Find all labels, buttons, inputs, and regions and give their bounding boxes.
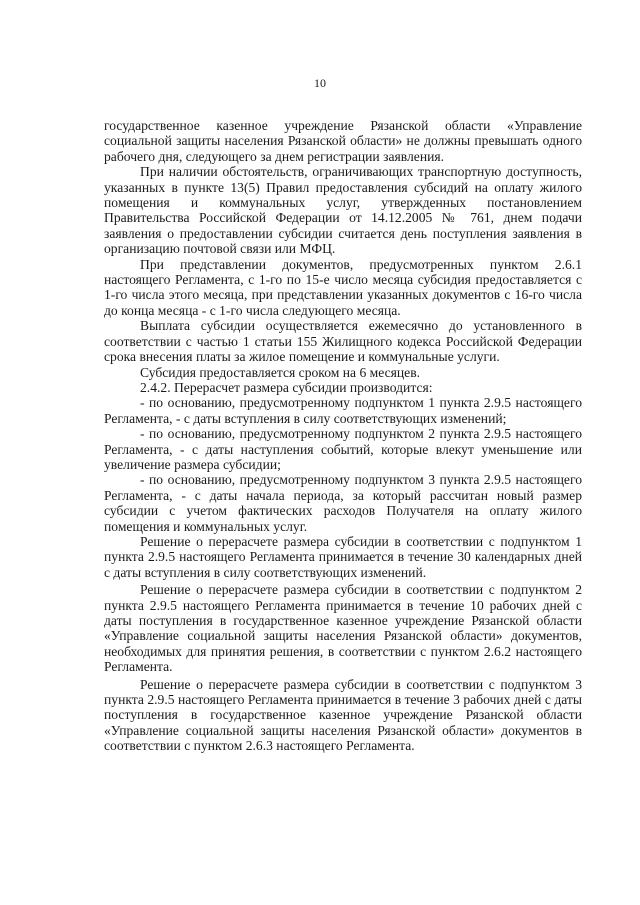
paragraph-7: Решение о перерасчете размера субсидии в соответствии с подпунктом 2 пункта 2.9.5 настоящего Регламента принимается в течение 10 рабочих дней с даты поступления в государственное казенное учреждение Рязанской области «Управление социальной защиты населения Рязанской области» документов, необходимых для принятия решения, в соответствии с пунктом 2.6.2 настоящего Регламента.	[104, 582, 582, 675]
paragraph-2: При наличии обстоятельств, ограничивающих транспортную доступность, указанных в пункте 13(5) Правил предоставления субсидий на оплату жилого помещения и коммунальных услуг, утвержденных постановлением Правительства Российской Федерации от 14.12.2005 № 761, днем подачи заявления о предоставлении субсидии считается день поступления заявления в организацию почтовой связи или МФЦ.	[104, 164, 582, 257]
paragraph-1: государственное казенное учреждение Рязанской области «Управление социальной защиты населения Рязанской области» не должны превышать одного рабочего дня, следующего за днем регистрации заявления.	[104, 118, 582, 164]
page-number: 10	[314, 76, 326, 90]
paragraph-8: Решение о перерасчете размера субсидии в соответствии с подпунктом 3 пункта 2.9.5 настоящего Регламента принимается в течение 3 рабочих дней с даты поступления в государственное казенное учреждение Рязанской области «Управление социальной защиты населения Рязанской области» документов в соответствии с пунктом 2.6.3 настоящего Регламента.	[104, 676, 582, 754]
paragraph-4: Выплата субсидии осуществляется ежемесячно до установленного в соответствии с частью 1 статьи 155 Жилищного кодекса Российской Федерации срока внесения платы за жилое помещение и коммунальные услуги.	[104, 318, 582, 365]
paragraph-6: Решение о перерасчете размера субсидии в соответствии с подпунктом 1 пункта 2.9.5 настоящего Регламента принимается в течение 30 календарных дней с даты вступления в силу соответствующих изменений.	[104, 533, 582, 580]
paragraph-5: Субсидия предоставляется сроком на 6 месяцев.	[140, 364, 421, 380]
section-heading-2-4-2: 2.4.2. Перерасчет размера субсидии производится:	[140, 379, 433, 395]
list-item-2: - по основанию, предусмотренному подпунктом 2 пункта 2.9.5 настоящего Регламента, - с даты наступления событий, которые влекут уменьшение или увеличение размера субсидии;	[104, 426, 582, 472]
list-item-3: - по основанию, предусмотренному подпунктом 3 пункта 2.9.5 настоящего Регламента, - с даты начала периода, за который рассчитан новый размер субсидии с учетом фактических расходов Получателя на оплату жилого помещения и коммунальных услуг.	[104, 472, 582, 534]
document-body	[104, 118, 582, 754]
paragraph-3: При представлении документов, предусмотренных пунктом 2.6.1 настоящего Регламента, с 1-го по 15-е число месяца субсидия предоставляется с 1-го числа этого месяца, при представлении указанных документов с 16-го числа до конца месяца - с 1-го числа следующего месяца.	[104, 256, 582, 318]
list-item-1: - по основанию, предусмотренному подпунктом 1 пункта 2.9.5 настоящего Регламента, - с даты вступления в силу соответствующих изменений;	[104, 395, 582, 426]
